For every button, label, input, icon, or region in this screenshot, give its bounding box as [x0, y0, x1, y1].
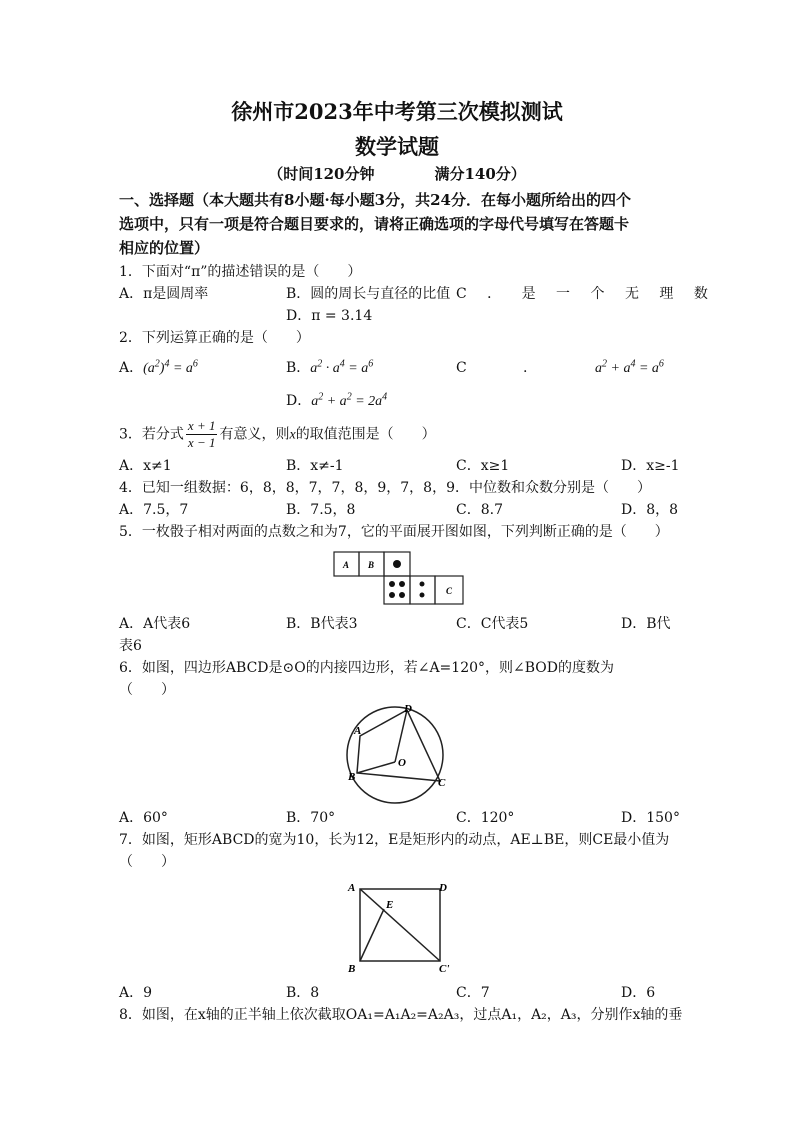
q1-option-a: A．π是圆周率: [119, 286, 209, 302]
net-dot-one: [393, 560, 401, 568]
point-label-e: E: [386, 899, 394, 911]
q6-option-a: A．60°: [119, 810, 168, 826]
q7-stem-line-1: 7．如图，矩形ABCD的宽为10，长为12，E是矩形内的动点，AE⊥BE，则CE最小值为: [119, 832, 670, 848]
q2-stem: 2．下列运算正确的是（ ）: [119, 330, 310, 346]
point-label-c: C': [439, 963, 450, 975]
point-label-a: A: [348, 882, 356, 894]
exam-info: [0, 163, 794, 184]
q7-option-a: A．9: [119, 985, 153, 1001]
net-dot: [420, 582, 425, 587]
q2-option-b: [286, 358, 373, 379]
q3-option-a: A．x≠1: [119, 458, 172, 474]
rectangle-figure: [344, 878, 456, 976]
segment-bo: [357, 762, 395, 773]
q5-option-d-continued: 表6: [119, 638, 142, 654]
q7-option-d: D．6: [621, 985, 656, 1001]
exam-score: 满分140分）: [434, 165, 526, 183]
q5-option-d: D．B代: [621, 616, 671, 632]
q6-option-c: C．120°: [456, 810, 515, 826]
q2-option-d-formula: $a^2 + a^2 = 2a^4$: [311, 391, 388, 409]
point-label-d: D: [404, 703, 412, 715]
q2-option-b-formula: $a^2 \cdot a^4 = a^6$: [310, 358, 374, 376]
q6-option-b: B．70°: [286, 810, 336, 826]
exam-subject: 数学试题: [355, 134, 439, 159]
q2-option-c-label: C: [456, 360, 467, 376]
q2-option-a: [119, 358, 198, 379]
q2-option-a-formula: $(a^2)^4 = a^6$: [143, 358, 198, 376]
q5-option-b: B．B代表3: [286, 616, 358, 632]
q4-option-c: C．8.7: [456, 502, 503, 518]
q4-option-a: A．7.5，7: [119, 502, 189, 518]
q3-option-d: D．x≥-1: [621, 458, 680, 474]
q2-option-c-dot: .: [523, 360, 528, 376]
segment-ae-c: [360, 889, 440, 961]
q4-option-d: D．8，8: [621, 502, 679, 518]
q6-stem-line-1: 6．如图，四边形ABCD是⊙O的内接四边形，若∠A=120°，则∠BOD的度数为: [119, 660, 614, 676]
q2-option-c-formula: $a^2 + a^4 = a^6$: [595, 358, 664, 376]
segment-be: [360, 909, 384, 961]
net-dot: [389, 581, 395, 587]
q7-stem-line-2: （ ）: [119, 854, 175, 870]
point-label-c: C: [438, 777, 446, 789]
section-intro-line-3: 相应的位置）: [119, 239, 210, 257]
net-dot: [420, 593, 425, 598]
net-label-c: C: [446, 586, 453, 596]
exam-title: 徐州市2023年中考第三次模拟测试: [231, 99, 563, 124]
section-intro-line-2: 选项中，只有一项是符合题目要求的，请将正确选项的字母代号填写在答题卡: [119, 215, 630, 233]
section-intro-line-1: 一、选择题（本大题共有8小题·每小题3分，共24分．在每小题所给出的四个: [119, 191, 631, 209]
point-label-a: A: [354, 725, 362, 737]
net-dot: [399, 581, 405, 587]
q2-option-d: [286, 391, 387, 412]
q1-option-b: B．圆的周长与直径的比值: [286, 286, 451, 302]
net-label-a: A: [343, 560, 350, 570]
q7-option-b: B．8: [286, 985, 320, 1001]
q4-option-b: B．7.5，8: [286, 502, 356, 518]
dice-net-figure: [333, 550, 465, 606]
q5-stem: 5．一枚骰子相对两面的点数之和为7，它的平面展开图如图，下列判断正确的是（ ）: [119, 524, 669, 540]
q3-fraction: $\frac{x + 1}{x - 1}$: [187, 418, 216, 450]
point-label-b: B: [348, 771, 356, 783]
q2-option-d-label: D．: [286, 393, 312, 409]
q5-option-a: A．A代表6: [119, 616, 191, 632]
q3-stem: 3．若分式 $\frac{x + 1}{x - 1}$ 有意义，则x的取值范围是（ ）: [119, 418, 436, 450]
segment-od: [395, 710, 407, 762]
exam-time: （时间120分钟: [268, 165, 375, 183]
net-cell-four: [384, 576, 410, 604]
net-dot: [389, 592, 395, 598]
net-label-b: B: [368, 560, 375, 570]
q7-option-c: C．7: [456, 985, 490, 1001]
point-label-b: B: [348, 963, 356, 975]
net-cell-two: [410, 576, 435, 604]
q4-stem: 4．已知一组数据：6，8，8，7，7，8，9，7，8，9．中位数和众数分别是（ ）: [119, 480, 651, 496]
q1-option-d: D．π = 3.14: [286, 308, 373, 324]
q2-option-b-label: B．: [286, 360, 311, 376]
q5-option-c: C．C代表5: [456, 616, 529, 632]
q3-option-c: C．x≥1: [456, 458, 510, 474]
point-label-d: D: [439, 882, 447, 894]
q6-stem-line-2: （ ）: [119, 682, 175, 698]
point-label-o: O: [398, 757, 406, 769]
q1-stem: 1．下面对“π”的描述错误的是（ ）: [119, 264, 362, 280]
circle-quadrilateral-figure: [340, 700, 455, 806]
q1-option-c: C ． 是 一 个 无 理 数: [456, 286, 708, 302]
q8-stem-line-1: 8．如图，在x轴的正半轴上依次截取OA₁=A₁A₂=A₂A₃，过点A₁，A₂，A₃，分别作x轴的垂: [119, 1007, 683, 1023]
q6-option-d: D．150°: [621, 810, 680, 826]
net-dot: [399, 592, 405, 598]
q3-option-b: B．x≠-1: [286, 458, 344, 474]
q2-option-a-label: A．: [119, 360, 144, 376]
